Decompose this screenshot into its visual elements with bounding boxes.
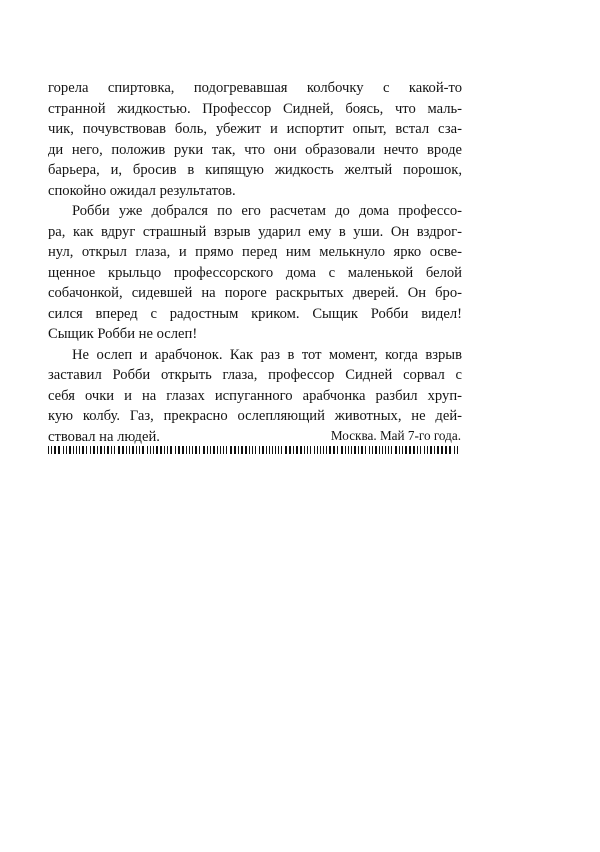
barcode-bar xyxy=(255,446,256,454)
barcode-bar xyxy=(445,446,447,454)
barcode-bar xyxy=(207,446,208,454)
barcode-bar xyxy=(160,446,162,454)
barcode-bar xyxy=(223,446,224,454)
barcode-bar xyxy=(76,446,77,454)
barcode-bar xyxy=(118,446,120,454)
body-text xyxy=(48,78,462,447)
barcode-bar xyxy=(391,446,392,454)
barcode-bar xyxy=(245,446,247,454)
barcode-bar xyxy=(427,446,428,454)
barcode-bar xyxy=(296,446,298,454)
barcode-bar xyxy=(307,446,308,454)
text-line: Сыщик Робби не ослеп! xyxy=(48,326,198,342)
barcode-bar xyxy=(278,446,279,454)
barcode-bar xyxy=(114,446,115,454)
barcode-bar xyxy=(358,446,359,454)
text-line: собачонкой, сидевшей на пороге раскрытых дверей. Он бро- xyxy=(48,285,462,301)
text-line: спокойно ожидал результатов. xyxy=(48,182,236,199)
barcode-bar xyxy=(424,446,425,454)
barcode-bar xyxy=(337,446,338,454)
barcode-bar xyxy=(382,446,383,454)
barcode-bar xyxy=(111,446,112,454)
barcode-bar xyxy=(97,446,98,454)
barcode-bar xyxy=(170,446,172,454)
barcode-bar xyxy=(289,446,291,454)
text-line: нул, открыл глаза, и прямо перед ним мелькнуло ярко осве- xyxy=(48,244,462,260)
barcode-bar xyxy=(399,446,400,454)
barcode-bar xyxy=(323,446,324,454)
barcode-bar xyxy=(147,446,148,454)
barcode-bar xyxy=(379,446,380,454)
barcode-bar xyxy=(405,446,407,454)
barcode-bar xyxy=(300,446,302,454)
barcode-bar xyxy=(417,446,418,454)
barcode-bar xyxy=(182,446,184,454)
barcode-bar xyxy=(269,446,270,454)
barcode-bar xyxy=(259,446,260,454)
barcode-bar xyxy=(153,446,154,454)
barcode-strip xyxy=(48,446,458,454)
barcode-bar xyxy=(167,446,168,454)
barcode-bar xyxy=(220,446,221,454)
text-line: ствовал на людей. xyxy=(48,428,160,445)
barcode-bar xyxy=(100,446,102,454)
barcode-bar xyxy=(178,446,180,454)
place-date-signature: Москва. Май 7-го года. xyxy=(330,428,461,443)
barcode-bar xyxy=(372,446,373,454)
barcode-bar xyxy=(69,446,71,454)
text-line: Не ослеп и арабчонок. Как раз в тот момент, когда взрыв xyxy=(72,346,462,363)
text-line: горела спиртовка, подогревавшая колбочку с какой-то xyxy=(48,80,462,96)
barcode-bar xyxy=(345,446,346,454)
barcode-bar xyxy=(234,446,236,454)
barcode-bar xyxy=(354,446,356,454)
barcode-bar xyxy=(409,446,411,454)
text-line: сился вперед с радостным криком. Сыщик Робби видел! xyxy=(48,305,462,322)
barcode-bar xyxy=(317,446,318,454)
text-line: ди него, положив руки так, что они образовали нечто вроде xyxy=(48,141,462,158)
barcode-bar xyxy=(402,446,403,454)
barcode-bar xyxy=(275,446,276,454)
barcode-bar xyxy=(369,446,370,454)
barcode-bar xyxy=(129,446,130,454)
barcode-bar xyxy=(293,446,294,454)
barcode-bar xyxy=(48,446,49,454)
barcode-bar xyxy=(252,446,253,454)
barcode-bar xyxy=(365,446,366,454)
barcode-bar xyxy=(104,446,105,454)
barcode-bar xyxy=(175,446,176,454)
text-line: Робби уже добрался по его расчетам до дома профессо- xyxy=(72,203,462,219)
barcode-bar xyxy=(90,446,91,454)
paragraph xyxy=(48,78,462,201)
barcode-bar xyxy=(281,446,282,454)
barcode-bar xyxy=(310,446,311,454)
barcode-bar xyxy=(54,446,56,454)
barcode-bar xyxy=(82,446,84,454)
barcode-bar xyxy=(385,446,386,454)
barcode-bar xyxy=(63,446,64,454)
barcode-bar xyxy=(441,446,443,454)
barcode-bar xyxy=(457,446,458,454)
barcode-bar xyxy=(195,446,197,454)
barcode-bar xyxy=(86,446,87,454)
barcode-bar xyxy=(437,446,439,454)
barcode-bar xyxy=(420,446,421,454)
barcode-bar xyxy=(361,446,363,454)
barcode-bar xyxy=(93,446,95,454)
barcode-bar xyxy=(413,446,415,454)
barcode-bar xyxy=(156,446,158,454)
barcode-bar xyxy=(266,446,267,454)
barcode-bar xyxy=(122,446,124,454)
barcode-bar xyxy=(139,446,140,454)
barcode-bar xyxy=(348,446,349,454)
barcode-bar xyxy=(142,446,144,454)
text-line: кую колбу. Газ, прекрасно ослепляющий животных, не дей- xyxy=(48,408,462,424)
barcode-bar xyxy=(66,446,67,454)
barcode-bar xyxy=(285,446,287,454)
barcode-bar xyxy=(304,446,305,454)
barcode-bar xyxy=(132,446,134,454)
barcode-bar xyxy=(189,446,190,454)
barcode-bar xyxy=(272,446,273,454)
barcode-bar xyxy=(226,446,227,454)
barcode-bar xyxy=(241,446,243,454)
barcode-bar xyxy=(341,446,343,454)
barcode-bar xyxy=(150,446,151,454)
barcode-bar xyxy=(388,446,389,454)
text-line: заставил Робби открыть глаза, профессор Сидней сорвал с xyxy=(48,367,462,383)
barcode-bar xyxy=(51,446,52,454)
barcode-bar xyxy=(262,446,264,454)
text-line: ра, как вдруг страшный взрыв ударил ему в уши. Он вздрог- xyxy=(48,223,462,240)
barcode-bar xyxy=(107,446,109,454)
barcode-bar xyxy=(320,446,321,454)
text-line: барьера, и, бросив в кипящую жидкость желтый порошок, xyxy=(48,162,462,178)
barcode-bar xyxy=(73,446,74,454)
barcode-bar xyxy=(164,446,165,454)
text-line: себя очки и на глазах испуганного арабчонка разбил хруп- xyxy=(48,387,462,404)
barcode-bar xyxy=(230,446,232,454)
barcode-bar xyxy=(210,446,211,454)
barcode-bar xyxy=(326,446,327,454)
barcode-bar xyxy=(126,446,127,454)
barcode-bar xyxy=(186,446,187,454)
barcode-bar xyxy=(329,446,331,454)
barcode-bar xyxy=(192,446,193,454)
barcode-bar xyxy=(395,446,397,454)
barcode-bar xyxy=(213,446,215,454)
text-line: чик, почувствовав боль, убежит и испортит опыт, встал сза- xyxy=(48,121,462,137)
barcode-bar xyxy=(333,446,335,454)
barcode-bar xyxy=(136,446,137,454)
barcode-bar xyxy=(434,446,435,454)
barcode-bar xyxy=(314,446,315,454)
text-line: странной жидкостью. Профессор Сидней, боясь, что маль- xyxy=(48,100,462,117)
barcode-bar xyxy=(79,446,80,454)
barcode-bar xyxy=(249,446,250,454)
barcode-bar xyxy=(58,446,60,454)
barcode-bar xyxy=(430,446,432,454)
barcode-bar xyxy=(454,446,455,454)
barcode-bar xyxy=(351,446,352,454)
text-line: щенное крыльцо профессорского дома с маленькой белой xyxy=(48,264,462,281)
barcode-bar xyxy=(375,446,377,454)
barcode-bar xyxy=(217,446,218,454)
barcode-bar xyxy=(203,446,205,454)
barcode-bar xyxy=(449,446,451,454)
paragraph xyxy=(48,201,462,345)
barcode-bar xyxy=(238,446,239,454)
barcode-bar xyxy=(199,446,200,454)
